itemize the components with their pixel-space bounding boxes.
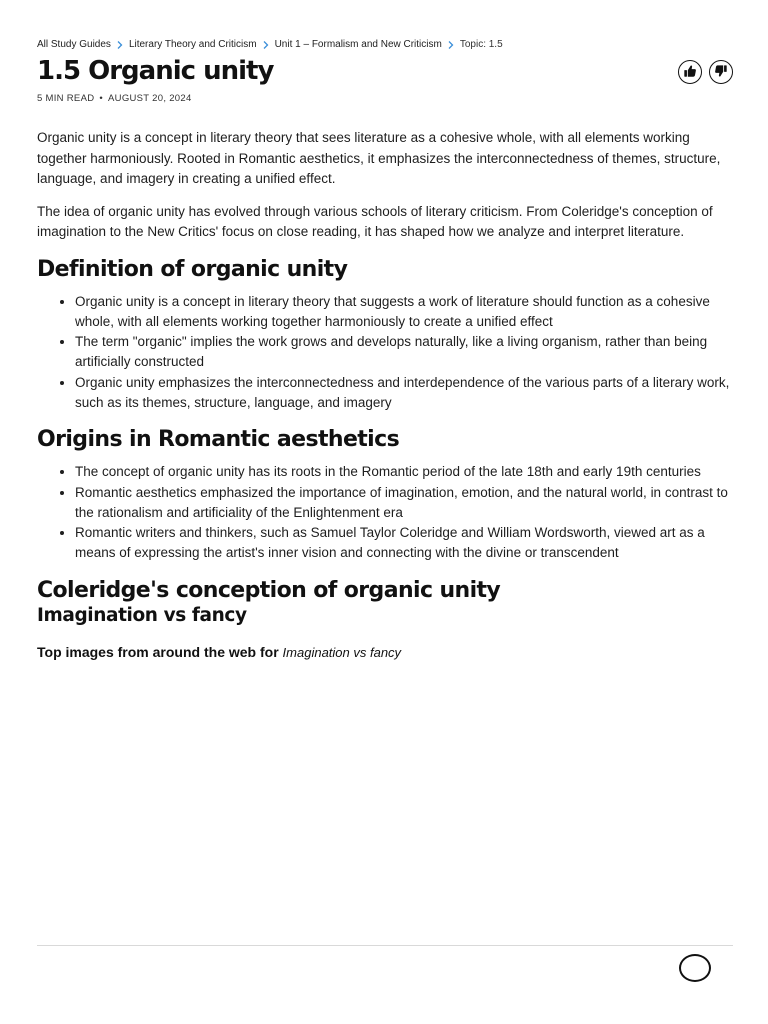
chevron-right-icon bbox=[262, 40, 270, 50]
breadcrumb-unit[interactable]: Unit 1 – Formalism and New Criticism bbox=[274, 39, 442, 50]
intro-paragraph: The idea of organic unity has evolved through various schools of literary criticism. From Coleridge's conception of imagination to the New Critics' focus on close reading, it has shaped how we analyze and interpret literature. bbox=[37, 203, 713, 239]
list-item: • Organic unity is a concept in literary theory that suggests a work of literature should function as a cohesive whole, with all elements working together harmoniously to create a unified effect bbox=[75, 292, 733, 333]
page-title: 1.5 Organic unity bbox=[37, 56, 274, 86]
intro-paragraph: Organic unity is a concept in literary theory that sees literature as a cohesive whole, with all elements working together harmoniously. Rooted in Romantic aesthetics, it emphasizes the interconnectedness of themes, structure, language, and imagery in creating a unified effect. bbox=[37, 130, 721, 186]
thumbs-up-icon bbox=[683, 64, 697, 81]
section-heading-definition: Definition of organic unity bbox=[37, 256, 348, 282]
section-heading-origins: Origins in Romantic aesthetics bbox=[37, 427, 400, 453]
list-item: • The term "organic" implies the work grows and develops naturally, like a living organism, rather than being artificially constructed bbox=[75, 332, 733, 373]
list-item: • Romantic writers and thinkers, such as Samuel Taylor Coleridge and William Wordsworth, viewed art as a means of expressing the artist's inner vision and connecting with the divine or transcendent bbox=[75, 523, 733, 564]
chat-bubble-button[interactable] bbox=[679, 954, 711, 982]
breadcrumb-course[interactable]: Literary Theory and Criticism bbox=[128, 39, 257, 50]
thumbs-down-icon bbox=[714, 64, 728, 81]
article-meta bbox=[37, 93, 192, 104]
like-button[interactable] bbox=[678, 60, 702, 84]
web-images-caption bbox=[37, 644, 733, 660]
breadcrumb bbox=[37, 39, 503, 50]
breadcrumb-topic: Topic: 1.5 bbox=[459, 39, 503, 50]
footer-divider bbox=[37, 945, 733, 946]
list-item: • The concept of organic unity has its roots in the Romantic period of the late 18th and early 19th centuries bbox=[75, 462, 733, 482]
origins-list bbox=[37, 462, 733, 563]
web-images-query: Imagination vs fancy bbox=[282, 644, 402, 660]
dislike-button[interactable] bbox=[709, 60, 733, 84]
meta-separator: • bbox=[99, 93, 104, 104]
web-images-prefix: Top images from around the web for bbox=[37, 643, 279, 660]
read-time: 5 MIN READ bbox=[37, 93, 95, 104]
definition-list bbox=[37, 292, 733, 414]
list-item: • Organic unity emphasizes the interconnectedness and interdependence of the various parts of a literary work, such as its themes, structure, language, and imagery bbox=[75, 373, 733, 414]
subheading-imagination-vs-fancy: Imagination vs fancy bbox=[37, 604, 247, 626]
chevron-right-icon bbox=[447, 40, 455, 50]
article-content bbox=[37, 128, 733, 660]
list-item: • Romantic aesthetics emphasized the importance of imagination, emotion, and the natural world, in contrast to the rationalism and artificiality of the Enlightenment era bbox=[75, 483, 733, 524]
rating-controls bbox=[678, 60, 733, 84]
publish-date: AUGUST 20, 2024 bbox=[108, 93, 192, 104]
section-heading-coleridge: Coleridge's conception of organic unity bbox=[37, 577, 501, 603]
chevron-right-icon bbox=[116, 40, 124, 50]
breadcrumb-all-study-guides[interactable]: All Study Guides bbox=[37, 39, 111, 50]
